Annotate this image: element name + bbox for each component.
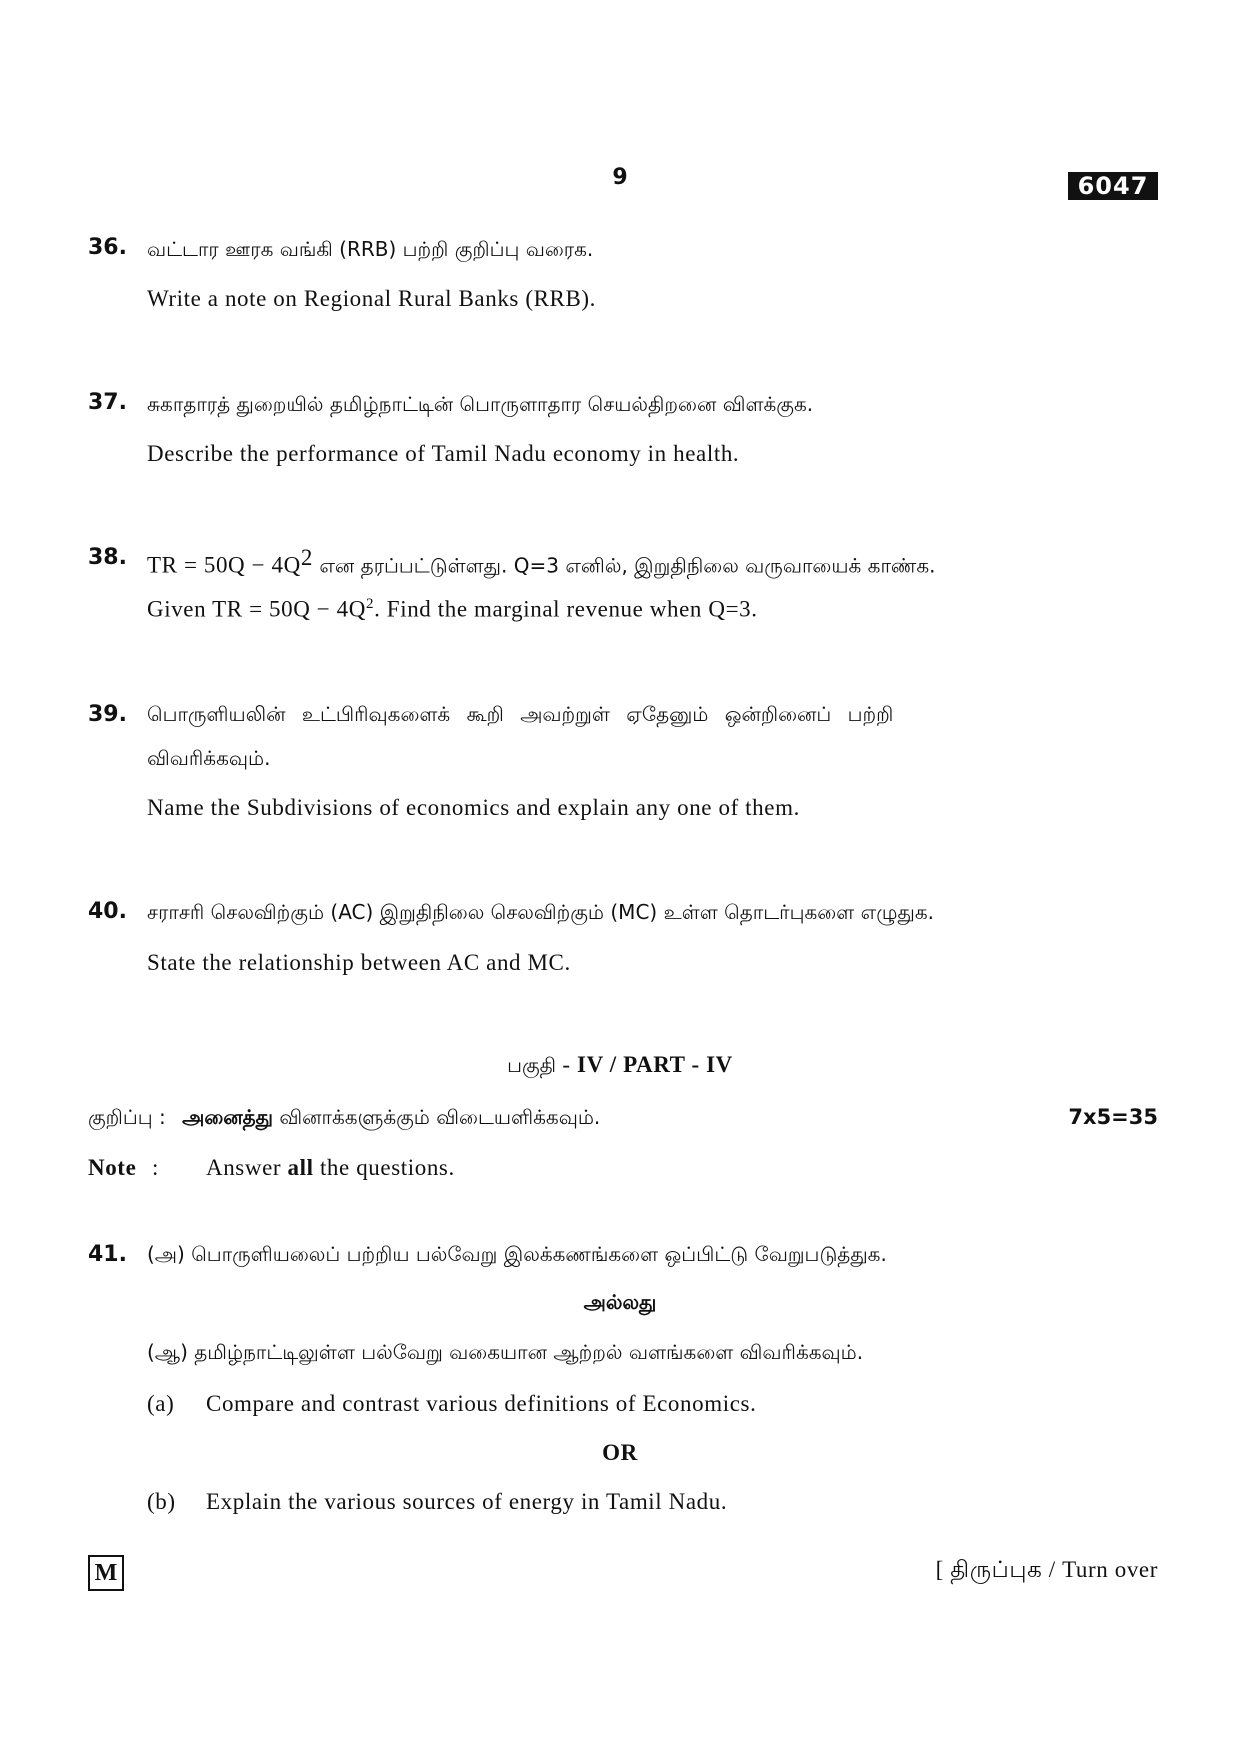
option-a-label: (a) (147, 1391, 175, 1416)
option-b-english: Explain the various sources of energy in Tamil Nadu. (206, 1489, 728, 1514)
question-text-english: Write a note on Regional Rural Banks (RRB). (147, 286, 597, 311)
question-number: 40. (88, 899, 127, 924)
turn-over: [ திருப்புக / Turn over (935, 1557, 1158, 1582)
option-b-tamil: (ஆ) தமிழ்நாட்டிலுள்ள பல்வேறு வகையான ஆற்றல் வளங்களை விவரிக்கவும். (147, 1340, 864, 1364)
option-a-tamil: (அ) பொருளியலைப் பற்றிய பல்வேறு இலக்கணங்களை ஒப்பிட்டு வேறுபடுத்துக. (147, 1242, 887, 1266)
question-number: 39. (88, 702, 127, 727)
part-heading-sep: - (556, 1052, 578, 1077)
or-english: OR (602, 1440, 638, 1465)
question-number: 41. (88, 1242, 127, 1267)
part-heading (0, 1052, 1240, 1080)
question-text-tamil: சுகாதாரத் துறையில் தமிழ்நாட்டின் பொருளாதார செயல்திறனை விளக்குக. (147, 392, 814, 416)
note-emphasis: all (287, 1155, 314, 1180)
part-heading-english: IV / PART - IV (577, 1052, 733, 1077)
option-b-label: (b) (147, 1489, 176, 1514)
question-text-tamil-rest: என தரப்பட்டுள்ளது. Q=3 எனில், இறுதிநிலை வருவாயைக் காண்க. (312, 553, 936, 578)
question-text-tamil: பொருளியலின் உட்பிரிவுகளைக் கூறி அவற்றுள் ஏதேனும் ஒன்றினைப் பற்றி (147, 702, 894, 726)
question-text-english: State the relationship between AC and MC. (147, 950, 571, 975)
question-text-tamil: வட்டார ஊரக வங்கி (RRB) பற்றி குறிப்பு வரைக. (147, 237, 594, 261)
page-number: 9 (612, 165, 628, 190)
note-text: Answer all the questions. (206, 1155, 455, 1180)
question-text-english: Name the Subdivisions of economics and explain any one of them. (147, 795, 800, 820)
question-number: 38. (88, 545, 127, 570)
question-text-english (147, 596, 758, 623)
question-number: 37. (88, 390, 127, 415)
question-text-tamil (147, 545, 936, 581)
paper-code-badge: 6047 (1068, 172, 1158, 200)
question-text-tamil: சராசரி செலவிற்கும் (AC) இறுதிநிலை செலவிற்கும் (MC) உள்ள தொடர்புகளை எழுதுக. (147, 900, 935, 924)
note-text-tamil: வினாக்களுக்கும் விடையளிக்கவும். (273, 1105, 601, 1129)
marks: 7x5=35 (1068, 1105, 1158, 1129)
note-label: Note (88, 1155, 137, 1180)
medium-mark: M (88, 1555, 124, 1591)
question-text-tamil-line2: விவரிக்கவும். (147, 746, 271, 770)
equation: TR = 50Q − 4Q (147, 552, 301, 578)
part-heading-tamil: பகுதி (507, 1053, 557, 1077)
equation: Given TR = 50Q − 4Q (147, 596, 366, 622)
note-label-tamil: குறிப்பு : (88, 1105, 166, 1129)
note-tamil (88, 1105, 600, 1132)
or-tamil: அல்லது (583, 1290, 657, 1314)
note-emphasis-tamil: அனைத்து (182, 1105, 274, 1129)
note-colon: : (152, 1155, 159, 1180)
question-number: 36. (88, 235, 127, 260)
option-a-english: Compare and contrast various definitions of Economics. (206, 1391, 757, 1416)
question-text-english-rest: . Find the marginal revenue when Q=3. (374, 596, 758, 622)
question-text-english: Describe the performance of Tamil Nadu economy in health. (147, 441, 740, 466)
exponent: 2 (300, 545, 313, 570)
exponent: 2 (366, 596, 375, 612)
